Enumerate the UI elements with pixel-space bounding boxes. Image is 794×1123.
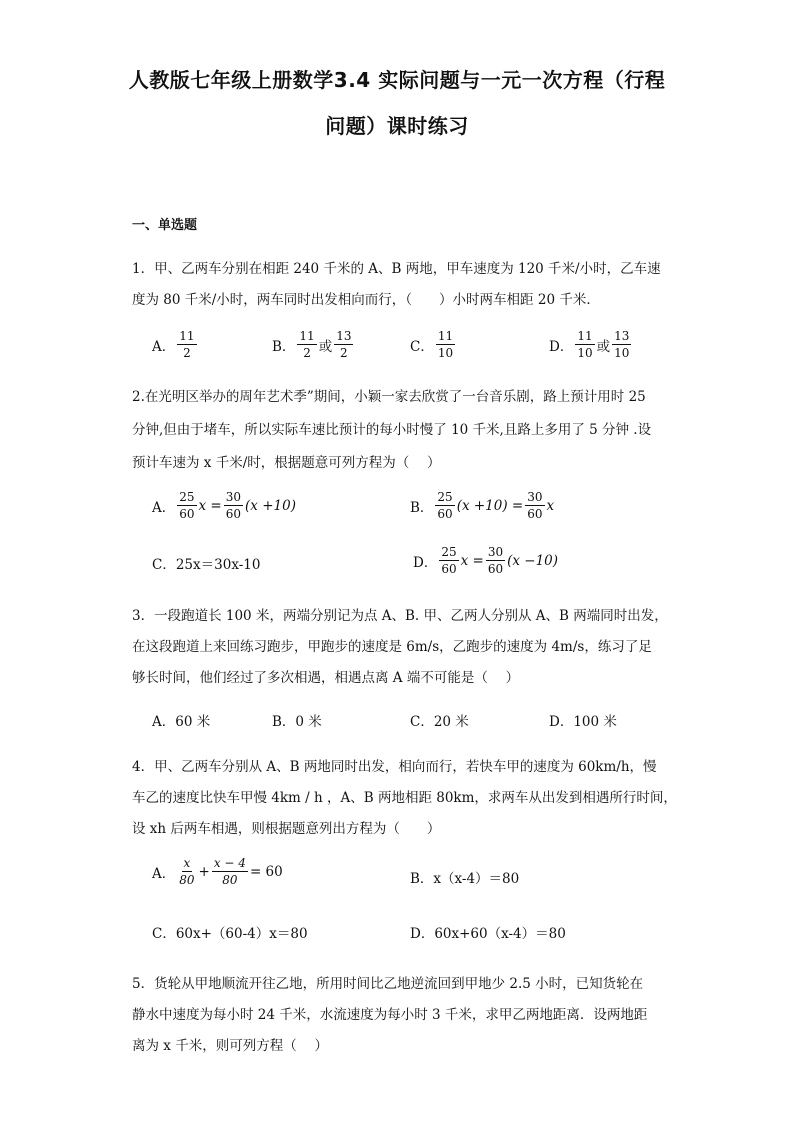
numerator: 25 [437, 490, 453, 504]
option-label: B． [272, 338, 296, 355]
numerator: 11 [179, 329, 195, 343]
option-label: B． [410, 499, 434, 516]
numerator: 11 [299, 329, 315, 343]
fraction [435, 490, 454, 521]
question-3-line-1: 3．一段跑道长 100 米，两端分别记为点 A、B. 甲、乙两人分别从 A、B 两端同时出发， [132, 608, 668, 624]
fraction [212, 856, 248, 887]
denominator: 60 [225, 507, 242, 521]
question-5-line-2: 静水中速度为每小时 24 千米，水流速度为每小时 3 千米，求甲乙两地距离．设两地距 [132, 1007, 648, 1023]
question-3-option-b: B．0 米 [272, 714, 322, 730]
question-1-option-d [549, 329, 633, 360]
fraction [177, 329, 196, 360]
fraction [334, 329, 353, 360]
document-title-line-2: 问题）课时练习 [325, 114, 469, 138]
expression-text: x = [460, 552, 484, 569]
option-label: C． [152, 557, 176, 573]
numerator: 11 [577, 329, 593, 343]
question-1-option-b [272, 329, 355, 360]
denominator: 2 [340, 346, 348, 360]
fraction [177, 490, 196, 521]
numerator: 25 [179, 490, 195, 504]
question-2-line-2: 分钟,但由于堵车，所以实际车速比预计的每小时慢了 10 千米,且路上多用了 5 分钟 .设 [132, 422, 652, 438]
denominator: 2 [303, 346, 311, 360]
question-1-line-2: 度为 80 千米/小时，两车同时出发相向而行，（ ）小时两车相距 20 千米． [132, 292, 600, 308]
expression-text: (x +10) = [456, 497, 524, 514]
plus-sign: + [198, 863, 210, 880]
question-2-line-1: 2.在光明区举办的周年艺术季”期间，小颖一家去欣赏了一台音乐剧，路上预计用时 25 [132, 389, 646, 405]
expression-text: x = [198, 497, 222, 514]
option-label: C． [410, 338, 434, 355]
fraction [486, 545, 505, 576]
question-3-line-3: 够长时间，他们经过了多次相遇，相遇点离 A 端不可能是（ ） [132, 670, 520, 686]
question-3-option-a: A．60 米 [152, 714, 211, 730]
numerator: 13 [336, 329, 352, 343]
fraction [612, 329, 631, 360]
question-1-option-a [152, 329, 199, 360]
numerator: 30 [487, 545, 504, 559]
denominator: 10 [577, 346, 593, 360]
fraction [297, 329, 316, 360]
question-2-option-a [152, 490, 296, 521]
fraction [575, 329, 594, 360]
question-4-option-a [152, 856, 283, 887]
question-1-option-c [410, 329, 457, 360]
question-4-line-2: 车乙的速度比快车甲慢 4km / h ，A、B 两地相距 80km，求两车从出发到相遇所行时间， [132, 790, 677, 806]
numerator: 11 [437, 329, 454, 343]
numerator: x [183, 856, 191, 870]
option-label: A． [152, 338, 176, 355]
expression-text: 25x＝30x-10 [175, 557, 261, 573]
fraction [525, 490, 544, 521]
question-2-option-b [410, 490, 554, 521]
expression-text: = 60 [249, 863, 283, 880]
fraction [439, 545, 458, 576]
or-text: 或 [318, 338, 333, 355]
denominator: 80 [179, 873, 195, 887]
numerator: 30 [225, 490, 242, 504]
question-4-line-3: 设 xh 后两车相遇，则根据题意列出方程为（ ） [132, 821, 441, 837]
fraction [224, 490, 243, 521]
question-1-line-1: 1．甲、乙两车分别在相距 240 千米的 A、B 两地，甲车速度为 120 千米/小时，乙车速 [132, 261, 661, 277]
section-heading: 一、单选题 [132, 218, 198, 233]
expression-text: x [546, 497, 555, 514]
expression-text: (x −10) [507, 552, 559, 569]
question-4-option-d: D．60x+60（x-4）＝80 [410, 926, 566, 942]
denominator: 60 [179, 507, 195, 521]
expression-text: (x +10) [245, 497, 296, 514]
option-label: D． [549, 338, 574, 355]
question-4-option-c: C．60x+（60-4）x＝80 [152, 926, 308, 942]
denominator: 60 [437, 507, 453, 521]
question-4-line-1: 4．甲、乙两车分别从 A、B 两地同时出发，相向而行，若快车甲的速度为 60km/h，慢 [132, 759, 657, 775]
numerator: 25 [441, 545, 457, 559]
option-label: D． [413, 554, 438, 571]
document-title-line-1: 人教版七年级上册数学3.4 实际问题与一元一次方程（行程 [128, 68, 666, 92]
denominator: 10 [614, 346, 630, 360]
option-label: A． [152, 499, 176, 516]
question-5-line-3: 离为 x 千米，则可列方程（ ） [132, 1038, 328, 1054]
fraction [177, 856, 196, 887]
denominator: 10 [437, 346, 454, 360]
question-2-option-c [152, 553, 260, 573]
question-3-line-2: 在这段跑道上来回练习跑步，甲跑步的速度是 6m/s，乙跑步的速度为 4m/s，练习了足 [132, 639, 652, 655]
or-text: 或 [596, 338, 611, 355]
denominator: 60 [487, 562, 504, 576]
numerator: 30 [527, 490, 543, 504]
question-3-option-c: C．20 米 [410, 714, 469, 730]
question-3-option-d: D．100 米 [549, 714, 617, 730]
denominator: 80 [222, 873, 238, 887]
question-2-line-3: 预计车速为 x 千米/时，根据题意可列方程为（ ） [132, 455, 441, 471]
denominator: 60 [441, 562, 457, 576]
numerator: x − 4 [213, 856, 246, 870]
fraction [436, 329, 455, 360]
denominator: 60 [527, 507, 543, 521]
option-label: A． [152, 865, 176, 882]
question-2-option-d [413, 545, 558, 576]
numerator: 13 [614, 329, 630, 343]
denominator: 2 [183, 346, 191, 360]
question-5-line-1: 5．货轮从甲地顺流开往乙地，所用时间比乙地逆流回到甲地少 2.5 小时，已知货轮在 [132, 976, 644, 992]
question-4-option-b: B．x（x-4）＝80 [410, 871, 520, 887]
